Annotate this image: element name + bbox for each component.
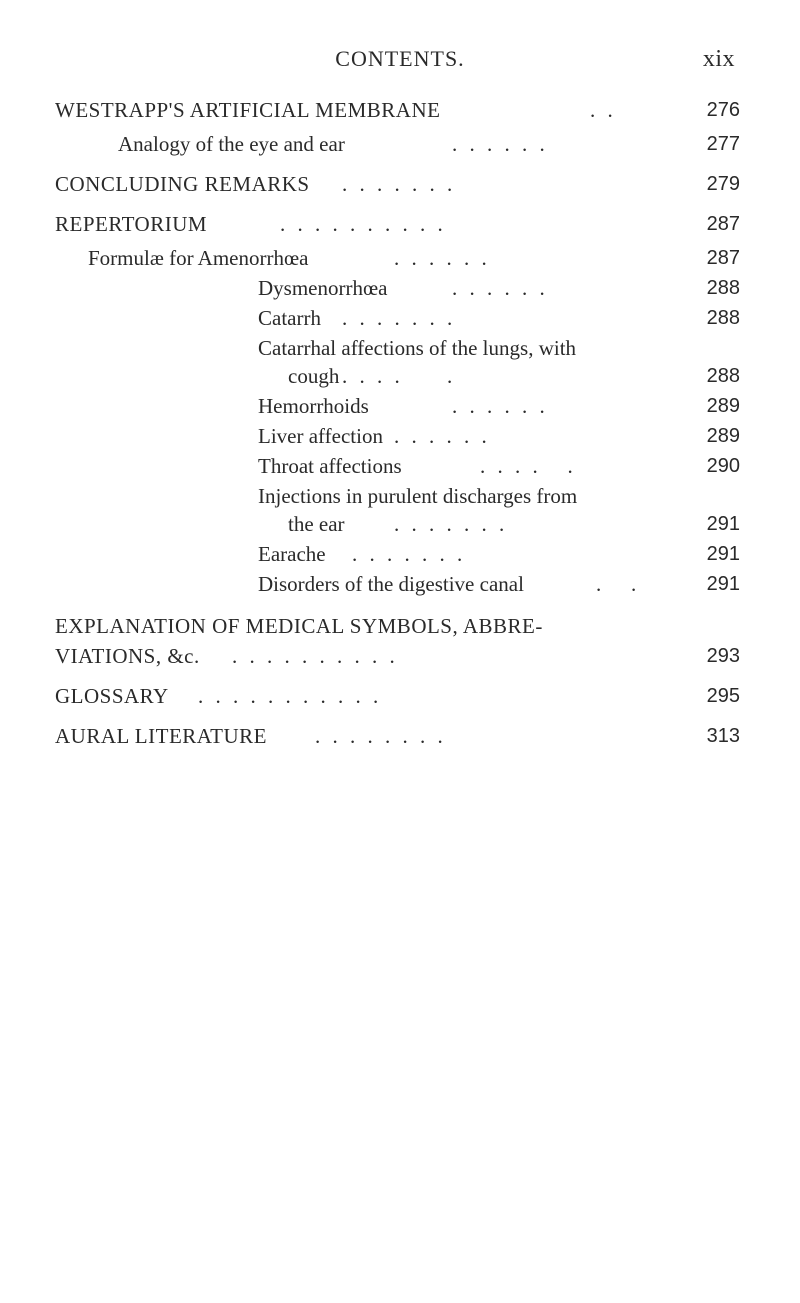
entry-title: Hemorrhoids bbox=[258, 394, 369, 418]
toc-entry-cough bbox=[0, 362, 800, 390]
entry-title: Catarrh bbox=[258, 306, 321, 330]
entry-title: cough bbox=[288, 364, 340, 388]
toc-entry-glossary bbox=[0, 682, 800, 710]
toc-entry-catarrh bbox=[0, 304, 800, 332]
entry-leader: . . . . . . . . bbox=[315, 724, 447, 748]
entry-page: 289 bbox=[706, 395, 740, 417]
running-head-title: CONTENTS. bbox=[335, 46, 465, 71]
entry-leader: . . . . . bbox=[342, 364, 456, 388]
entry-page: 277 bbox=[706, 133, 740, 155]
entry-leader: . . . . . . . bbox=[342, 172, 456, 196]
toc-entry-hemorrhoids bbox=[0, 392, 800, 420]
entry-title: Earache bbox=[258, 542, 326, 566]
entry-title: the ear bbox=[288, 512, 345, 536]
entry-page: 313 bbox=[706, 725, 740, 747]
entry-page: 291 bbox=[706, 573, 740, 595]
entry-leader: . . . . . . . bbox=[342, 306, 456, 330]
entry-title: Disorders of the digestive canal bbox=[258, 572, 524, 596]
entry-title: VIATIONS, &c. bbox=[55, 644, 200, 668]
toc-entry-aural-literature bbox=[0, 722, 800, 750]
entry-page: 279 bbox=[706, 173, 740, 195]
entry-leader: . . . . . . . . . . bbox=[232, 644, 399, 668]
toc-entry-catarrhal-affections bbox=[0, 334, 800, 362]
entry-page: 293 bbox=[706, 645, 740, 667]
entry-leader: . . . . . . bbox=[452, 394, 549, 418]
toc-entry-digestive-canal bbox=[0, 570, 800, 598]
entry-title: CONCLUDING REMARKS bbox=[55, 172, 310, 196]
entry-page: 289 bbox=[706, 425, 740, 447]
entry-title: GLOSSARY bbox=[55, 684, 169, 708]
entry-title: WESTRAPP'S ARTIFICIAL MEMBRANE bbox=[55, 98, 441, 122]
toc-entry-viations bbox=[0, 642, 800, 670]
entry-page: 287 bbox=[706, 213, 740, 235]
entry-leader: . . . . . . bbox=[452, 132, 549, 156]
entry-leader: . . . . . . . . . . bbox=[280, 212, 447, 236]
entry-title: Dysmenorrhœa bbox=[258, 276, 388, 300]
entry-page: 276 bbox=[706, 99, 740, 121]
entry-title: Analogy of the eye and ear bbox=[118, 132, 345, 156]
entry-leader: . . . . . . . bbox=[352, 542, 466, 566]
entry-page: 291 bbox=[706, 543, 740, 565]
entry-title: Catarrhal affections of the lungs, with bbox=[258, 336, 577, 360]
entry-title: EXPLANATION OF MEDICAL SYMBOLS, ABBRE- bbox=[55, 614, 543, 638]
entry-page: 288 bbox=[706, 365, 740, 387]
entry-leader: . . . . . . . bbox=[394, 512, 508, 536]
entry-title: AURAL LITERATURE bbox=[55, 724, 267, 748]
entry-page: 290 bbox=[706, 455, 740, 477]
entry-leader: . . . . . . bbox=[394, 424, 491, 448]
toc-entry-liver-affection bbox=[0, 422, 800, 450]
entry-page: 288 bbox=[706, 277, 740, 299]
entry-page: 291 bbox=[706, 513, 740, 535]
toc-entry-concluding-remarks bbox=[0, 170, 800, 198]
entry-title: Liver affection bbox=[258, 424, 383, 448]
running-head bbox=[0, 46, 800, 76]
toc-entry-injections bbox=[0, 482, 800, 510]
toc-entry-throat-affections bbox=[0, 452, 800, 480]
entry-leader: . . bbox=[590, 98, 617, 122]
toc-entry-analogy bbox=[0, 130, 800, 158]
entry-page: 287 bbox=[706, 247, 740, 269]
entry-page: 288 bbox=[706, 307, 740, 329]
toc-entry-repertorium bbox=[0, 210, 800, 238]
toc-entry-the-ear bbox=[0, 510, 800, 538]
toc-entry-explanation bbox=[0, 612, 800, 640]
entry-leader: . . . . . . bbox=[394, 246, 491, 270]
toc-entry-westrapps-membrane bbox=[0, 96, 800, 124]
entry-leader: . . . . . . . . . . . bbox=[198, 684, 382, 708]
toc-entry-earache bbox=[0, 540, 800, 568]
entry-leader: . . . . . bbox=[480, 454, 577, 478]
entry-title: Formulæ for Amenorrhœa bbox=[88, 246, 309, 270]
entry-title: REPERTORIUM bbox=[55, 212, 208, 236]
toc-entry-dysmenorrhoea bbox=[0, 274, 800, 302]
entry-leader: . . bbox=[596, 572, 640, 596]
entry-page: 295 bbox=[706, 685, 740, 707]
running-head-page-number: xix bbox=[702, 46, 735, 72]
entry-leader: . . . . . . bbox=[452, 276, 549, 300]
entry-title: Throat affections bbox=[258, 454, 402, 478]
entry-title: Injections in purulent discharges from bbox=[258, 484, 578, 508]
toc-entry-amenorrhoea bbox=[0, 244, 800, 272]
